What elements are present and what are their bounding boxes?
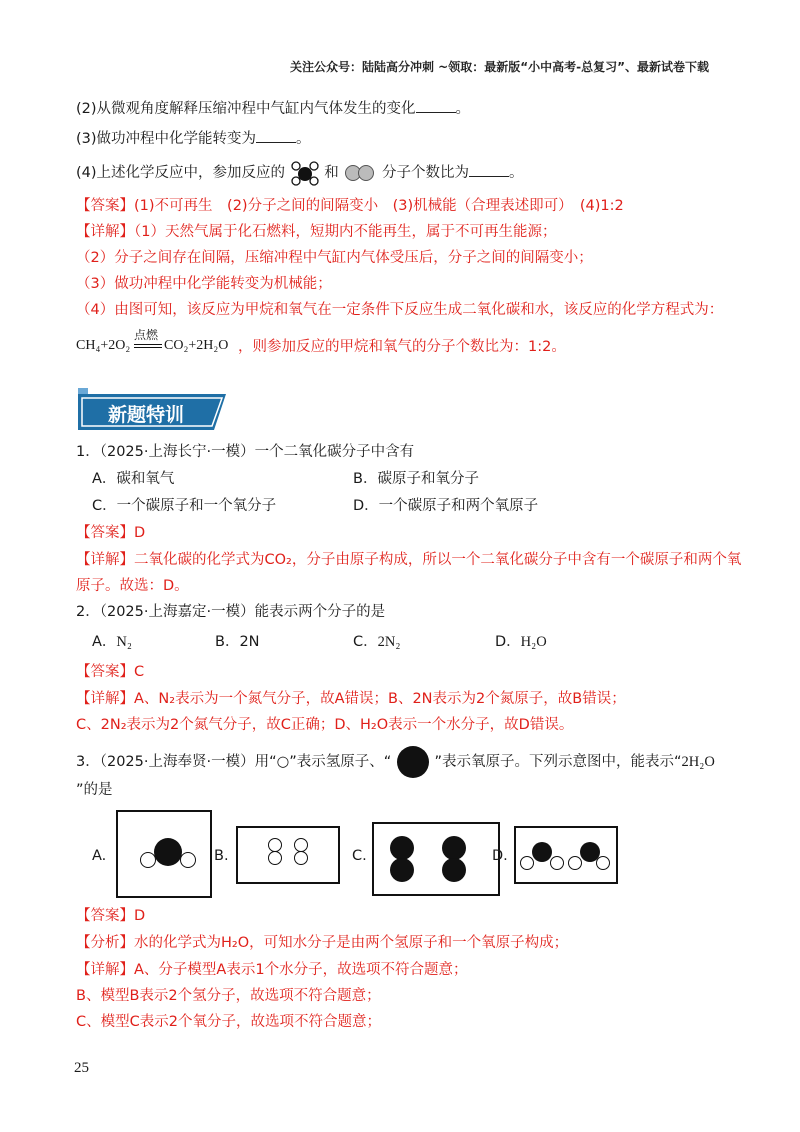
q3-option-a-label[interactable]: A. [92,848,107,864]
oxygen-atom [442,858,466,882]
prev-detail-2: （2）分子之间存在间隔，压缩冲程中气缸内气体受压后，分子之间的间隔变小； [76,250,593,266]
q3-answer: 【答案】D [76,908,146,924]
q1-detail-1: 【详解】二氧化碳的化学式为CO₂，分子由原子构成，所以一个二氧化碳分子中含有一个碳原子和两个氧 [76,552,742,568]
q1-answer: 【答案】D [76,525,146,541]
prev-detail-1: 【详解】（1）天然气属于化石燃料，短期内不能再生，属于不可再生能源； [76,224,557,240]
section-banner [78,388,228,432]
equation-condition: 点燃 [134,328,159,342]
q3-option-b-diagram[interactable] [236,826,340,884]
q1-option-a[interactable]: A．碳和氧气 [92,471,175,487]
hydrogen-atom [550,856,564,870]
q1-option-b[interactable]: B．碳原子和氧分子 [353,471,479,487]
section-title: 新题特训 [108,404,185,426]
oxygen-atom [390,836,414,860]
q3-detail-3: C、模型C表示2个氧分子，故选项不符合题意； [76,1014,381,1030]
q1-stem: 1．（2025·上海长宁·一模）一个二氧化碳分子中含有 [76,444,415,460]
q1-detail-2: 原子。故选：D。 [76,578,189,594]
answer-blank [416,98,456,113]
hydrogen-atom [268,838,282,852]
equation-reactants: CH₄+2O₂ [76,338,131,353]
hydrogen-atom [294,851,308,865]
q3-stem-line-2: ”的是 [76,782,113,798]
page-header: 关注公众号：陆陆高分冲刺 ~领取：最新版“小中高考-总复习”、最新试卷下载 [290,60,709,74]
hydrogen-atom [520,856,534,870]
oxygen-atom [390,858,414,882]
q3-option-c-diagram[interactable] [372,822,500,896]
oxygen-atom [442,836,466,860]
hydrogen-atom [180,852,196,868]
prev-q3: (3)做功冲程中化学能转变为 。 [76,128,311,149]
q3-detail-1: 【详解】A、分子模型A表示1个水分子，故选项不符合题意； [76,962,468,978]
prev-detail-4: （4）由图可知，该反应为甲烷和氧气在一定条件下反应生成二氧化碳和水，该反应的化学方程式为： [76,302,724,318]
q1-option-c[interactable]: C．一个碳原子和一个氧分子 [92,498,277,514]
prev-detail-3: （3）做功冲程中化学能转变为机械能； [76,276,332,292]
oxygen-molecule-icon [343,164,377,182]
q3-detail-2: B、模型B表示2个氢分子，故选项不符合题意； [76,988,381,1004]
methane-molecule-icon [290,160,320,186]
answer-blank [256,128,296,143]
q2-option-a[interactable]: A．N₂ [92,634,132,650]
q3-option-d-label[interactable]: D. [492,848,508,864]
q3-option-b-label[interactable]: B. [214,848,229,864]
q2-option-c[interactable]: C．2N₂ [353,634,401,650]
q3-option-a-diagram[interactable] [116,810,212,898]
q2-detail-2: C、2N₂表示为2个氮气分子，故C正确；D、H₂O表示一个水分子，故D错误。 [76,717,574,733]
prev-answer: 【答案】(1)不可再生 (2)分子之间的间隔变小 (3)机械能（合理表述即可） (4)1:2 [76,198,624,214]
oxygen-atom-icon [396,745,430,779]
oxygen-atom [154,838,182,866]
prev-q4: (4)上述化学反应中，参加反应的 和 分子个数比为 。 [76,160,523,186]
q1-option-d[interactable]: D．一个碳原子和两个氧原子 [353,498,539,514]
hydrogen-atom [268,851,282,865]
q2-option-b[interactable]: B．2N [215,634,260,650]
equation-arrow [134,344,162,348]
hydrogen-atom [596,856,610,870]
hydrogen-atom [294,838,308,852]
q3-stem-line-1: 3．（2025·上海奉贤·一模）用“○”表示氢原子、“ ”表示氧原子。下列示意图中，能表示“2H₂O [76,752,715,772]
q3-option-d-diagram[interactable] [514,826,618,884]
q3-option-c-label[interactable]: C. [352,848,367,864]
hydrogen-atom [140,852,156,868]
equation-conclusion: ，则参加反应的甲烷和氧气的分子个数比为：1:2。 [238,339,566,355]
q2-option-d[interactable]: D．H₂O [495,634,547,650]
answer-blank [469,162,509,177]
equation-products: CO₂+2H₂O [164,338,229,353]
q2-answer: 【答案】C [76,664,145,680]
prev-q2: (2)从微观角度解释压缩冲程中气缸内气体发生的变化 。 [76,98,470,119]
q2-stem: 2．（2025·上海嘉定·一模）能表示两个分子的是 [76,604,386,620]
q3-analysis: 【分析】水的化学式为H₂O，可知水分子是由两个氢原子和一个氧原子构成； [76,935,569,951]
hydrogen-atom [568,856,582,870]
q2-detail-1: 【详解】A、N₂表示为一个氮气分子，故A错误；B、2N表示为2个氮原子，故B错误； [76,691,626,707]
page-number: 25 [74,1060,89,1076]
oxygen-atom [532,842,552,862]
